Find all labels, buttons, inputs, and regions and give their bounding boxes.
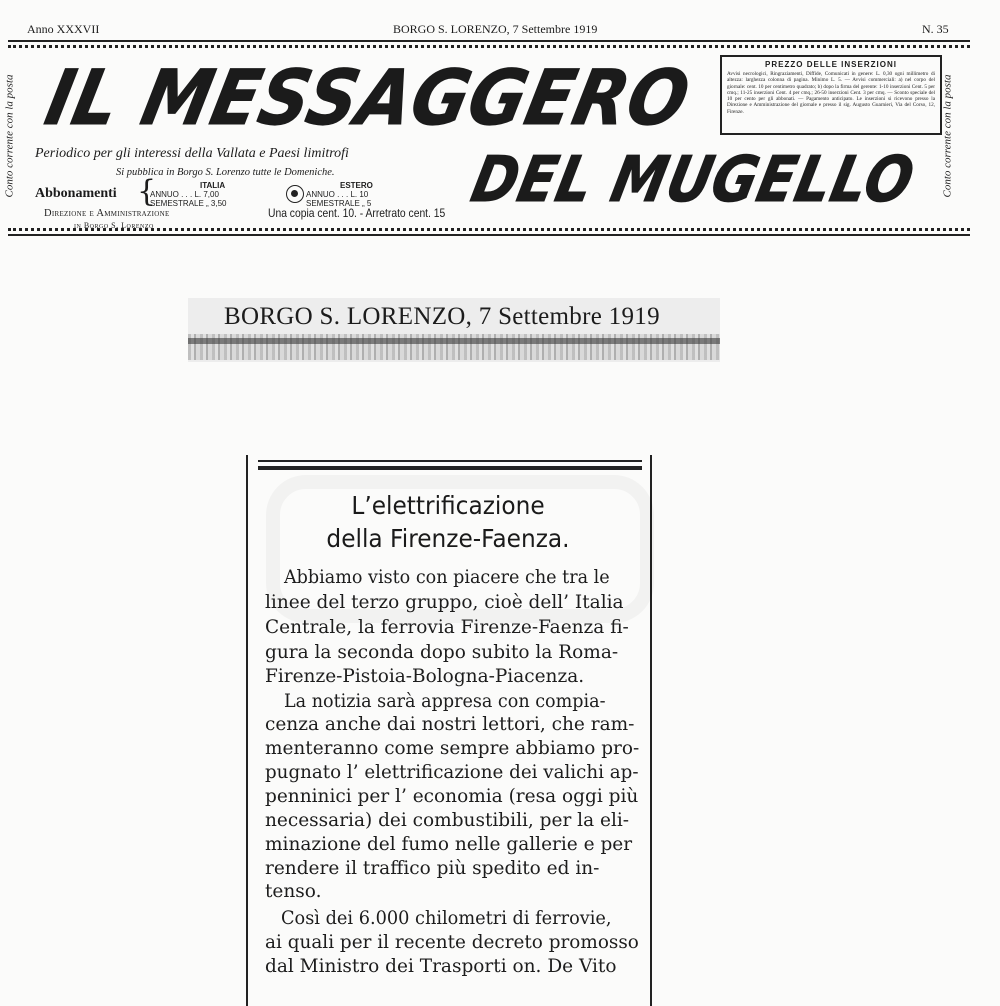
price-per-copy: Una copia cent. 10. - Arretrato cent. 15 (268, 206, 446, 220)
article-line: rendere il traffico più spedito ed in- (265, 858, 600, 879)
bottom-rule (8, 234, 970, 236)
article-line: cenza anche dai nostri lettori, che ram- (265, 714, 635, 735)
newspaper-subtitle-title: DEL MUGELLO (465, 143, 921, 216)
top-dotted-rule (8, 45, 970, 48)
article-line: Così dei 6.000 chilometri di ferrovie, (281, 908, 612, 929)
abbonamenti-label: Abbonamenti (35, 186, 117, 201)
newspaper-masthead (0, 0, 1000, 245)
side-text-left: Conto corrente con la posta (3, 74, 16, 198)
article-top-rule (258, 460, 642, 462)
anno-label: Anno XXXVII (27, 22, 100, 36)
article-line: La notizia sarà appresa con compia- (284, 691, 606, 712)
article-left-border (246, 455, 248, 1006)
brace: { (137, 174, 157, 209)
publication-note: Si pubblica in Borgo S. Lorenzo tutte le Domeniche. (116, 167, 335, 178)
masthead-date: BORGO S. LORENZO, 7 Settembre 1919 (393, 22, 598, 36)
estero-annuo: ANNUO . . . L. 10 (306, 190, 369, 199)
bottom-dotted-rule (8, 228, 970, 231)
article-clipping (246, 455, 654, 1006)
clipping-date: BORGO S. LORENZO, 7 Settembre 1919 (224, 303, 660, 330)
issue-number: N. 35 (922, 22, 949, 36)
clipping-date-banner (188, 298, 720, 362)
article-line: dal Ministro dei Trasporti on. De Vito (265, 956, 617, 977)
direzione-label: Direzione e Amministrazione (44, 208, 170, 219)
article-line: penninici per l’ economia (resa oggi più (265, 786, 639, 807)
article-line: Centrale, la ferrovia Firenze-Faenza fi- (265, 617, 629, 638)
italia-semestrale: SEMESTRALE „ 3,50 (150, 199, 227, 208)
periodico-subtitle: Periodico per gli interessi della Vallata e Paesi limitrofi (35, 146, 349, 161)
article-line: ai quali per il recente decreto promosso (265, 932, 639, 953)
crest-icon (286, 185, 304, 203)
italia-annuo: ANNUO . . . L. 7,00 (150, 190, 219, 199)
estero-label: ESTERO (340, 181, 373, 190)
price-box-title: PREZZO DELLE INSERZIONI (765, 60, 897, 69)
price-box (720, 55, 942, 135)
estero-semestrale: SEMESTRALE „ 5 (306, 199, 372, 208)
article-headline-line-1: L’elettrificazione (351, 491, 545, 520)
article-line: menteranno come sempre abbiamo pro- (265, 738, 640, 759)
direzione-luogo: in Borgo S. Lorenzo (74, 221, 154, 230)
article-line: tenso. (265, 881, 322, 902)
article-headline-line-2: della Firenze-Faenza. (326, 524, 570, 553)
article-top-thick-rule (258, 466, 642, 470)
italia-label: ITALIA (200, 181, 226, 190)
side-text-right: Conto corrente con la posta (941, 74, 954, 198)
article-line: linee del terzo gruppo, cioè dell’ Italia (265, 592, 624, 613)
article-line: Abbiamo visto con piacere che tra le (284, 567, 610, 588)
price-box-text: Avvisi necrologici, Ringraziamenti, Diffide, Comunicati in genere: L. 0,30 ogni millimetro di altezza: larghezza colonna di pagina. Minimo L. 5. — Avvisi commerciali: a) nel corpo del giornale: cent. 10 per centimetro quadrato; b) dopo la firma del gerente: 1-10 inserzioni Cent. 5 per cmq.; 11-25 inserzioni Cent. 4 per cmq.; 26-50 inserzioni Cent. 3 per cmq. — Sconto speciale del 10 per cento per gli abbonati. — Pagamento anticipato. Le inserzioni si ricevono presso la Direzione e Amministrazione del giornale e presso il sig. Augusto Guarnieri, Via del Corso, 12, Firenze. (727, 71, 935, 115)
newspaper-title: IL MESSAGGERO (38, 53, 698, 142)
article-line: gura la seconda dopo subito la Roma- (265, 642, 619, 663)
article-line: Firenze-Pistoia-Bologna-Piacenza. (265, 666, 585, 687)
article-line: minazione del fumo nelle gallerie e per (265, 834, 633, 855)
article-line: necessaria) dei combustibili, per la eli- (265, 810, 630, 831)
banner-rule (188, 338, 720, 344)
top-rule (8, 40, 970, 42)
article-line: pugnato l’ elettrificazione dei valichi ap- (265, 762, 639, 783)
